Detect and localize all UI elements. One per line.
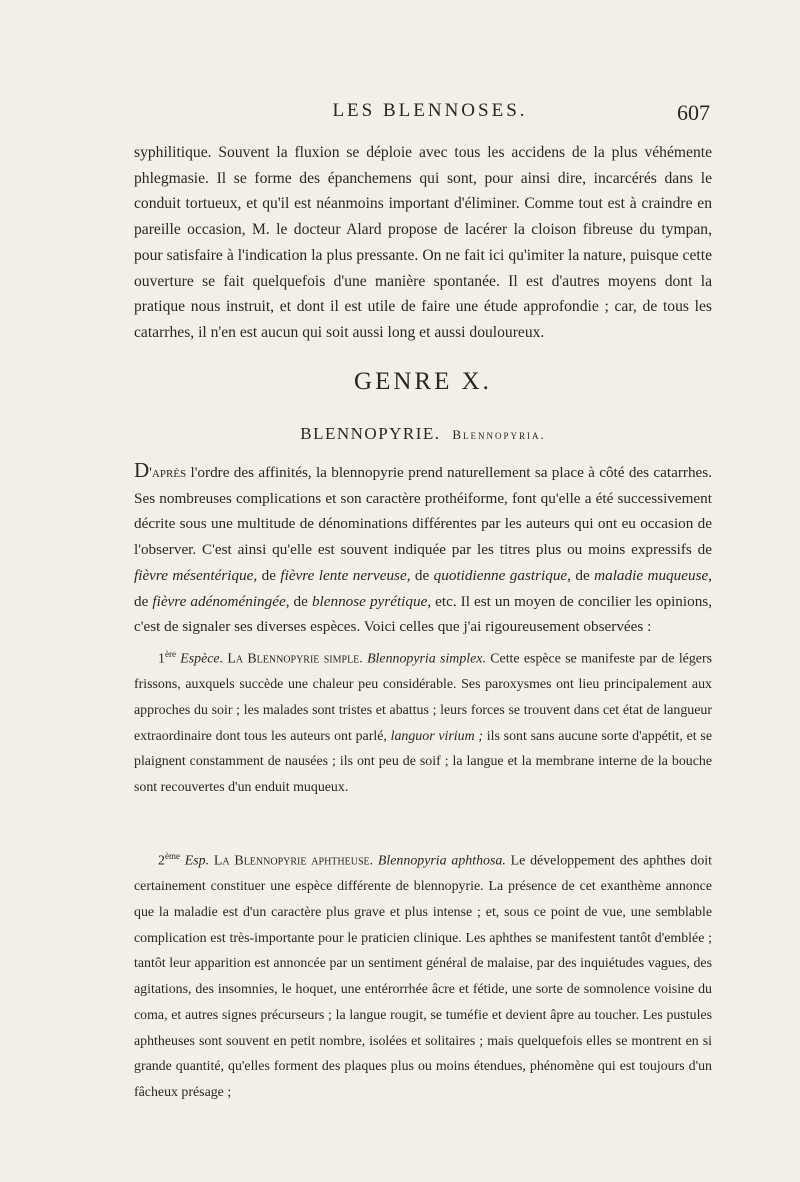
espece-1-term: languor virium ;: [390, 728, 484, 744]
page-number: 607: [677, 100, 710, 125]
running-head: [150, 96, 710, 126]
term-fievre-lente-nerveuse: fièvre lente nerveuse: [280, 566, 407, 584]
top-paragraph-text: syphilitique. Souvent la fluxion se déploie avec tous les accidens de la plus véhémente phlegmasie. Il se forme des épanchemens qui sont, pour ainsi dire, incarcérés dans le conduit tortueux, et qu'il est néanmoins important d'éliminer. Comme tout est à craindre en pareille occasion, M. le docteur Alard propose de lacérer la cloison fibreuse du tympan, pour satisfaire à l'indication la plus pressante. On ne fait ici qu'imiter la nature, puisque cette ouverture se fait quelquefois d'une manière spontanée. Il est d'autres moyens dont la pratique nous instruit, et dont il est utile de faire une étude approfondie ; car, de tous les catarrhes, il n'en est aucun qui soit aussi long et aussi douloureux.: [134, 144, 712, 341]
term-blennose-pyretique: blennose pyrétique: [311, 592, 428, 610]
espece-2-body: Le développement des aphthes doit certainement constituer une espèce différente de blennopyrie. La présence de cet exanthème annonce que la maladie est d'un caractère plus grave et plus intense ; et, sous ce point de vue, une semblable complication est très-importante pour le praticien clinique. Les aphthes se manifestent tantôt d'emblée ; tantôt leur apparition est annoncée par un sentiment général de malaise, par des inquiétudes vagues, des agitations, des insomnies, le hoquet, une entérorrhée âcre et fétide, une sorte de somnolence voisine du coma, et autres signes précurseurs ; la langue rougit, se tuméfie et devient âpre au toucher. Les pustules aphtheuses sont souvent en petit nombre, isolées et solitaires ; mais quelquefois elles se montrent en si grande quantité, qu'elles forment des plaques plus ou moins étendues, phénomène qui est toujours d'un fâcheux présage ;: [134, 853, 712, 1100]
intro-sep: , de: [285, 592, 312, 610]
intro-sep: , de: [406, 566, 434, 584]
espece-1-text-1: Cette espèce se manifeste par de légers frissons, auxquels succède une chaleur peu considérable. Ses paroxysmes ont lieu principalement aux approches du soir ; les malades sont tristes et abattus ; leurs forces se trouvent dans cet état de langueur extraordinaire dont tous les auteurs ont parlé,: [134, 651, 712, 744]
espece-1-text: [134, 642, 712, 801]
intro-paragraph: [134, 458, 712, 640]
subtitle-latin: Blennopyria.: [452, 427, 546, 442]
espece-2-name: La Blennopyrie aphtheuse.: [209, 853, 374, 869]
espece-1-number: 1: [158, 651, 165, 667]
espece-2-paragraph: [134, 844, 712, 1106]
intro-text-1: l'ordre des affinités, la blennopyrie prend naturellement sa place à côté des catarrhes. Ses nombreuses complications et son caractère prothéiforme, font qu'elle a été successivement décrite sous une multitude de dénominations différentes par les auteurs qui ont eu occasion de l'observer. C'est ainsi qu'elle est souvent indiquée par les titres plus ou moins expressifs de: [134, 464, 712, 559]
intro-lead-smallcaps: 'après: [149, 464, 187, 481]
intro-sep: , de: [134, 566, 713, 610]
genre-title: GENRE X.: [354, 368, 492, 395]
term-fievre-mesenterique: fièvre mésentérique: [134, 566, 254, 584]
intro-sep: , de: [253, 566, 281, 584]
intro-text-2: , etc. Il est un moyen de concilier les opinions, c'est de signaler ses diverses espèces. Voici celles que j'ai rigoureusement observées :: [134, 592, 712, 636]
intro-lead-capital: D: [134, 458, 150, 482]
section-subtitle: [134, 424, 712, 444]
term-fievre-adenomeningee: fièvre adénoméningée: [152, 592, 286, 610]
intro-sep: , de: [567, 566, 595, 584]
espece-2-text: [134, 844, 712, 1106]
espece-1-ordinal: ère: [164, 649, 176, 659]
espece-2-latin: Blennopyria aphthosa.: [373, 853, 506, 869]
espece-1-text-2: ils sont sans aucune sorte d'appétit, et se plaignent constamment de nausées ; ils ont peu de soif ; la langue et la membrane interne de la bouche sont recouvertes d'un enduit muqueux.: [134, 728, 712, 796]
top-paragraph: [134, 140, 712, 346]
espece-1-name: La Blennopyrie simple.: [223, 651, 363, 667]
term-quotidienne-gastrique: quotidienne gastrique: [433, 566, 568, 584]
espece-1-paragraph: [134, 642, 712, 801]
espece-2-ordinal: ème: [164, 851, 180, 861]
intro-text: [134, 458, 712, 640]
espece-1-latin: Blennopyria simplex.: [362, 651, 486, 667]
espece-2-label: Esp.: [179, 853, 210, 869]
subtitle-french: BLENNOPYRIE.: [300, 424, 441, 443]
espece-1-label: Espèce.: [175, 651, 224, 667]
espece-2-number: 2: [158, 853, 165, 869]
term-maladie-muqueuse: maladie muqueuse: [594, 566, 709, 584]
running-title: LES BLENNOSES.: [332, 100, 528, 121]
